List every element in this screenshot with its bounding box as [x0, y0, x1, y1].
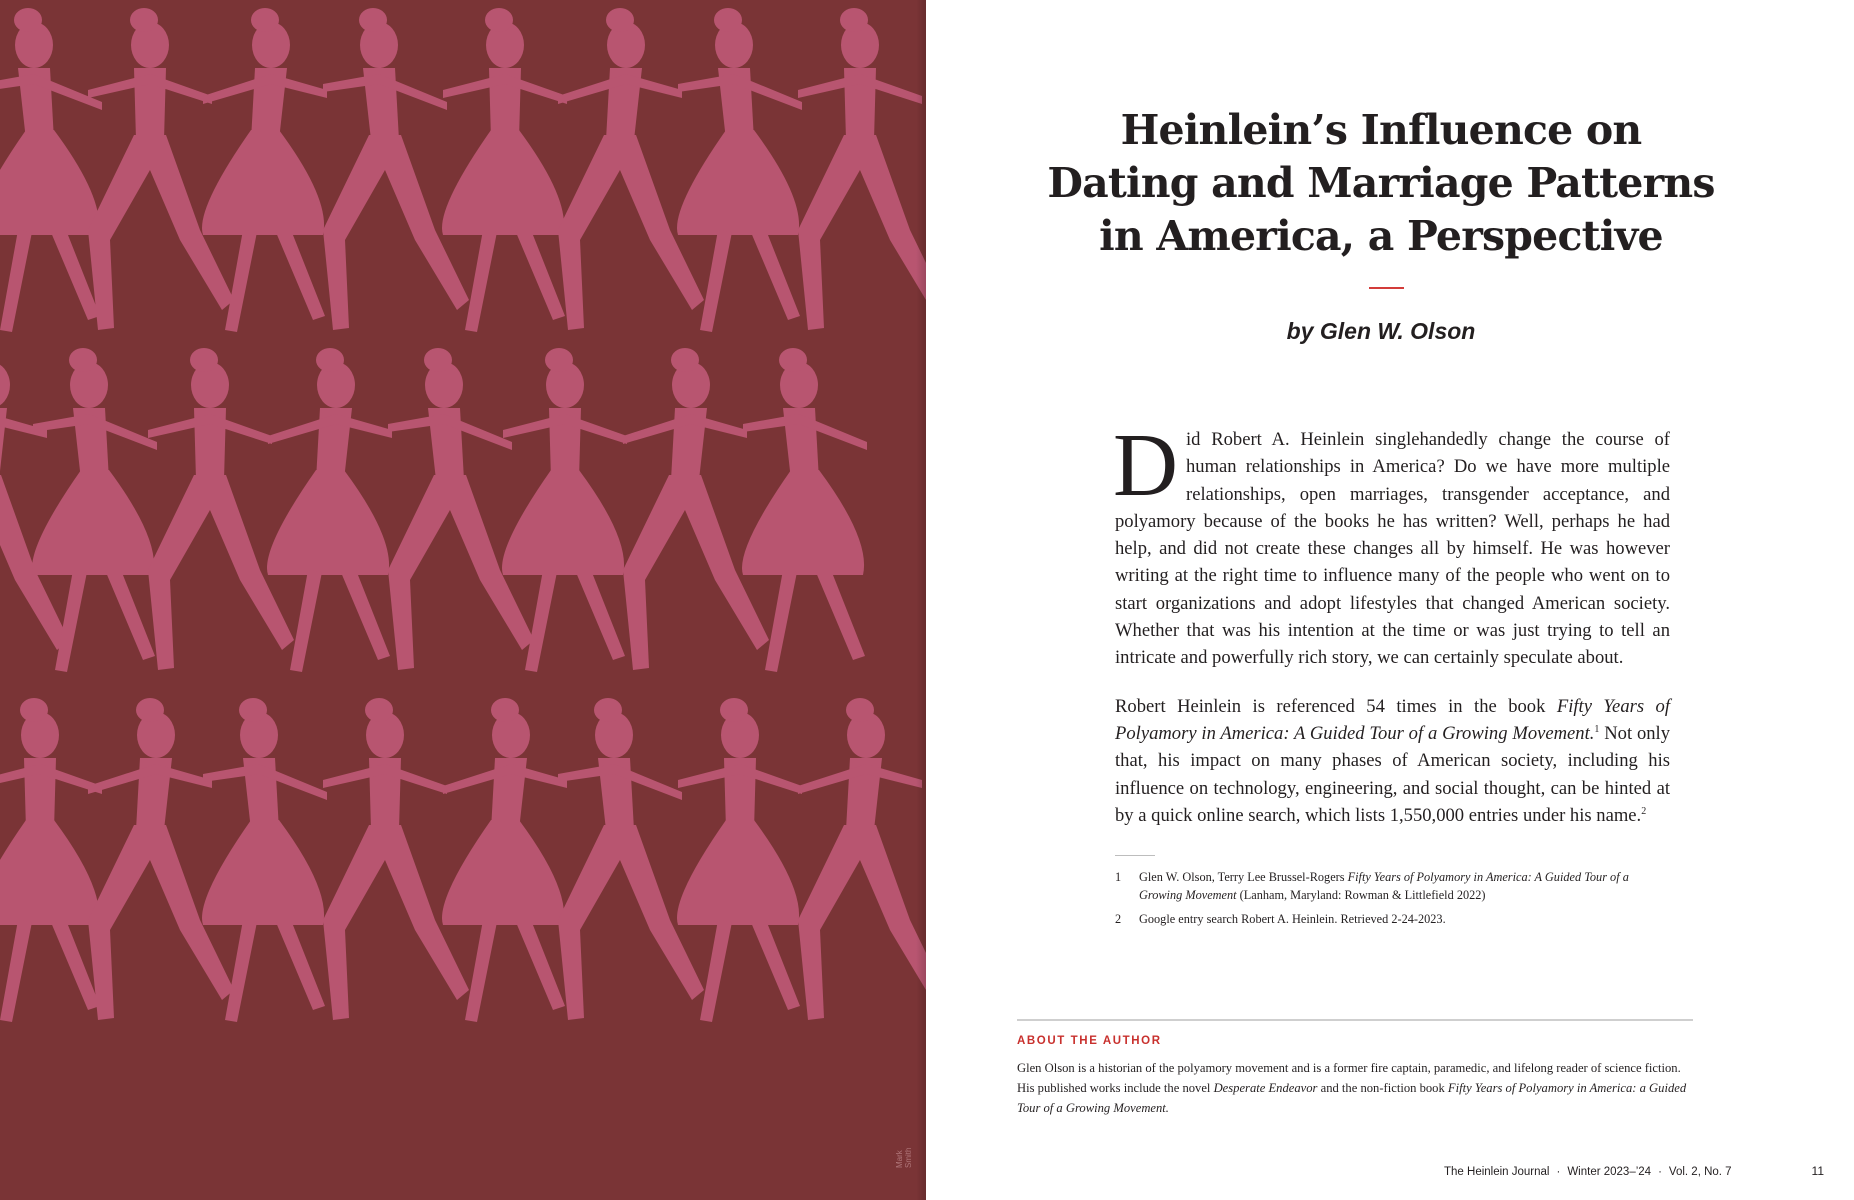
- paragraph-2: [1115, 693, 1670, 829]
- page-number: 11: [1811, 1164, 1824, 1178]
- footnote-publisher: (Lanham, Maryland: Rowman & Littlefield 2022): [1236, 888, 1486, 902]
- dancer-silhouette: [388, 348, 534, 670]
- paragraph-2-text-a: Robert Heinlein is referenced 54 times in the book: [1115, 695, 1557, 717]
- book-title: Fifty Years of Polyamory in America: a Guided Tour of a Growing Movement.: [1017, 1081, 1687, 1115]
- dancer-silhouette: [88, 8, 234, 330]
- about-author-text: Glen Olson is a historian of the polyamory movement and is a former fire captain, paramedic, and lifelong reader of science fiction. His published works include the novel Desperate Endeavor and the non-fiction book Fifty Years of Polyamory in America: a Guided Tour of a Growing Movement.: [1017, 1061, 1687, 1115]
- footnote-ref-2[interactable]: 2: [1641, 805, 1647, 817]
- dancer-silhouette: [88, 698, 234, 1020]
- paragraph-1-text: id Robert A. Heinlein singlehandedly change the course of human relationships in America? Do we have more multiple relationships, open marriages, transgender acceptance, and polyamory because of the books he has written? Well, perhaps he had help, and did not create these changes all by himself. He was however writing at the right time to influence many of the people who went on to start organizations and adopt lifestyles that changed American society. Whether that was his intention at the time or was just trying to tell an intricate and powerfully rich story, we can certainly speculate about.: [1115, 429, 1670, 669]
- dancer-silhouette: [323, 698, 469, 1020]
- volume-number: Vol. 2, No. 7: [1668, 1166, 1732, 1178]
- footnotes: [1115, 868, 1675, 934]
- dancer-silhouette: [558, 698, 704, 1020]
- paragraph-2-text-b: Not only that, his impact on many phases of American society, including his influence on technology, engineering, and social thought, can be hinted at by a quick online search, which lists 1,550,000 entries under his name.: [1115, 722, 1671, 826]
- dancer-silhouette: [798, 8, 926, 330]
- dancer-silhouette: [558, 8, 704, 330]
- issue-date: Winter 2023–’24: [1567, 1166, 1652, 1178]
- footnote-work: Fifty Years of Polyamory in America: A Guided Tour of a Growing Movement: [1139, 870, 1629, 902]
- footnote-1: [1115, 868, 1675, 904]
- dancer-silhouette: [148, 348, 294, 670]
- dancer-silhouette: [798, 698, 926, 1020]
- footnote-ref-1[interactable]: 1: [1594, 723, 1600, 735]
- journal-name: The Heinlein Journal: [1444, 1166, 1550, 1178]
- footnote-authors: Glen W. Olson, Terry Lee Brussel-Rogers: [1139, 870, 1348, 884]
- paragraph-1: [1113, 416, 1670, 672]
- title-divider: [1369, 287, 1404, 289]
- book-title-reference: Fifty Years of Polyamory in America: A Guided Tour of a Growing Movement.: [1115, 695, 1671, 744]
- article-byline: by Glen W. Olson: [1286, 318, 1476, 344]
- illustration-credit: Mark Smith: [895, 1147, 913, 1168]
- novel-title: Desperate Endeavor: [1213, 1081, 1318, 1095]
- dancer-silhouette: [0, 8, 102, 332]
- dancer-silhouette: [0, 698, 102, 1022]
- about-author-heading: ABOUT THE AUTHOR: [1017, 1035, 1162, 1047]
- drop-cap: D: [1113, 416, 1178, 515]
- separator: ·: [1658, 1166, 1662, 1178]
- spine-shadow: [916, 0, 926, 1200]
- footnote-divider: [1115, 855, 1155, 856]
- footnote-number: 2: [1115, 912, 1122, 926]
- article-page: [926, 0, 1854, 1200]
- footnote-text: Google entry search Robert A. Heinlein. Retrieved 2-24-2023.: [1139, 912, 1446, 926]
- page-footer: [1444, 1164, 1824, 1178]
- dancers-artwork: [0, 0, 926, 1200]
- dancing-silhouettes-illustration: [0, 0, 926, 1200]
- separator: ·: [1556, 1166, 1561, 1178]
- footnote-number: 1: [1115, 870, 1122, 884]
- footnote-2: [1115, 910, 1675, 928]
- dancer-silhouette: [623, 348, 769, 670]
- about-divider: [1017, 1019, 1693, 1021]
- article-body: [1113, 416, 1671, 850]
- article-title: Heinlein’s Influence on Dating and Marriage Patterns in America, a Perspective: [1047, 106, 1715, 260]
- dancer-silhouette: [323, 8, 469, 330]
